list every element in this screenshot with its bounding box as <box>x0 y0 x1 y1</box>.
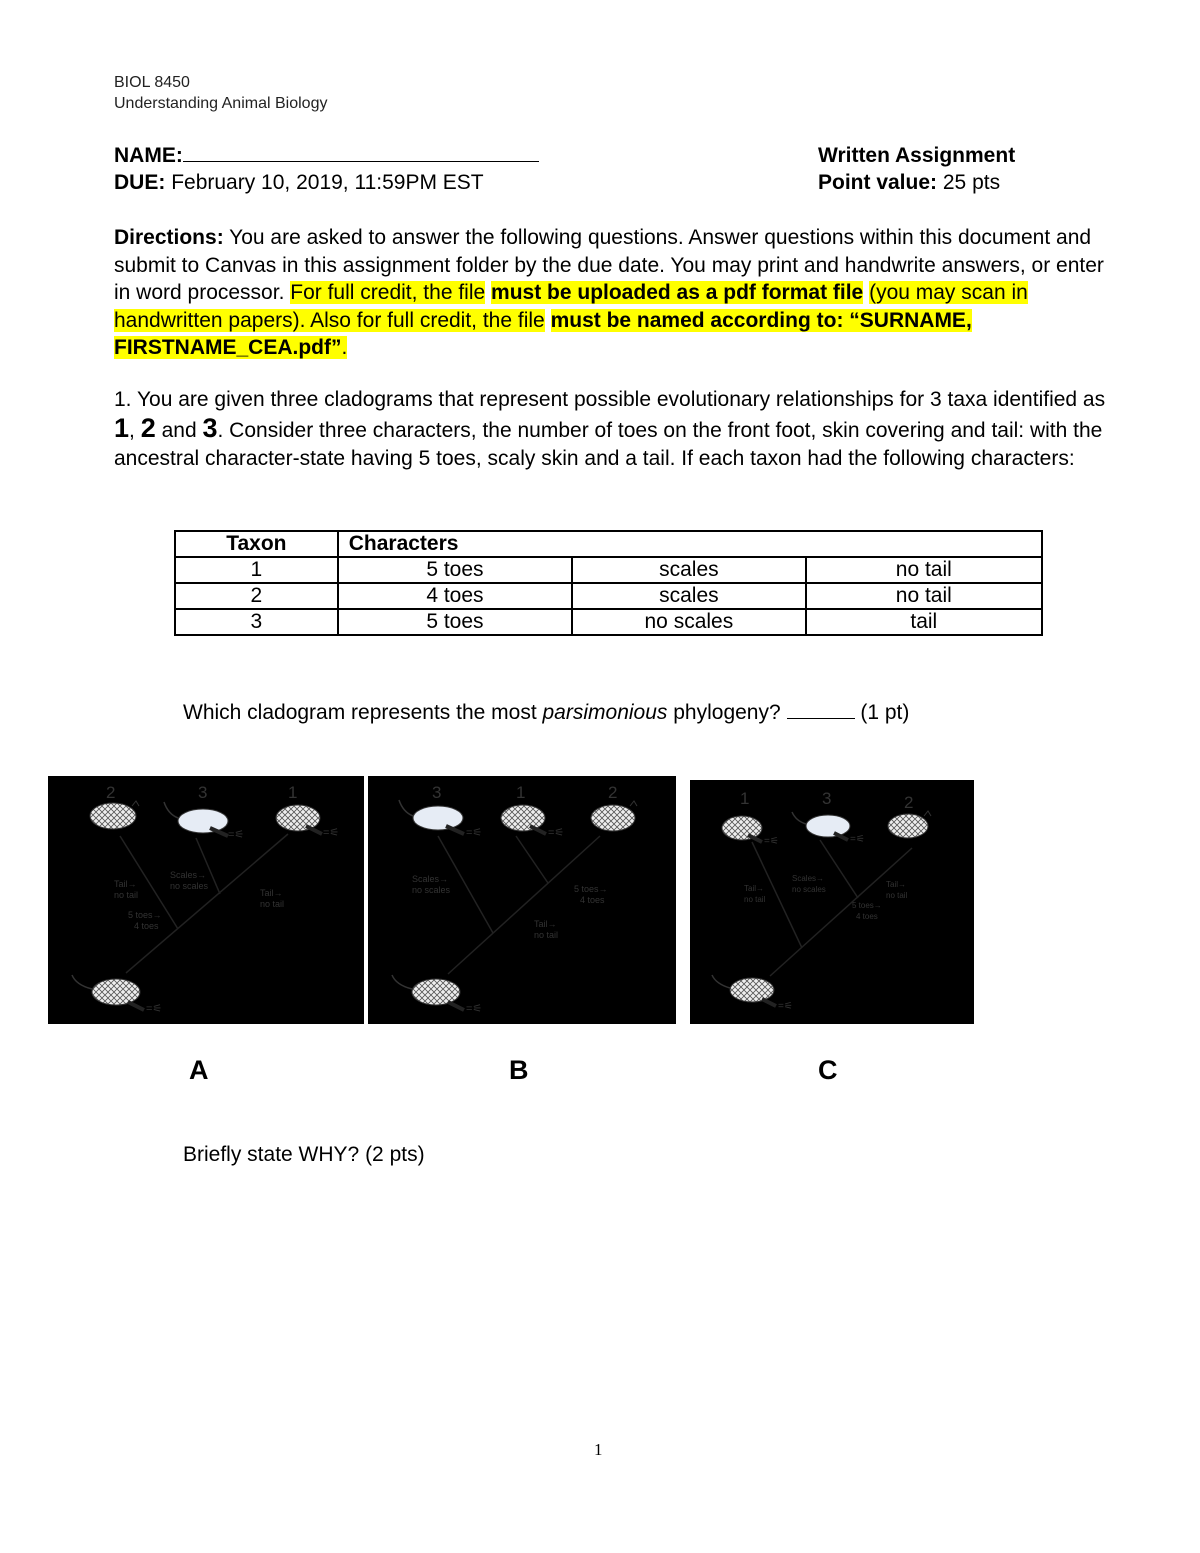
svg-text:=⚟: =⚟ <box>548 827 565 839</box>
table-cell: 4 toes <box>338 583 572 609</box>
directions-highlight-bold-1: must be uploaded as a pdf format file <box>491 281 864 304</box>
svg-text:=⚟: =⚟ <box>850 834 865 845</box>
point-label: Point value: <box>818 171 938 194</box>
svg-text:=⚟: =⚟ <box>466 1003 483 1015</box>
svg-text:=⚟: =⚟ <box>466 827 483 839</box>
course-header <box>114 72 327 114</box>
table-cell: no tail <box>806 583 1042 609</box>
why-question <box>183 1142 425 1168</box>
table-header-characters: Characters <box>338 531 1042 557</box>
directions-text: You are asked to answer the following questions. Answer questions within this document and submit to Canvas in this assignment folder by the due date. You may print and handwrite answers, or enter in word processor. <box>114 226 1104 304</box>
directions-label: Directions: <box>114 226 224 249</box>
characters-table <box>174 530 1043 636</box>
annotation-text: no tail <box>744 895 766 904</box>
annotation-text: no scales <box>792 885 826 894</box>
taxon-label: 1 <box>516 783 526 802</box>
table-cell: no scales <box>572 609 805 635</box>
question-1 <box>114 386 1114 473</box>
course-code: BIOL 8450 <box>114 74 190 91</box>
why-question-points: (2 pts) <box>365 1143 425 1166</box>
name-label: NAME: <box>114 144 183 167</box>
point-value-line <box>818 170 1000 196</box>
annotation-text: 5 toes→ <box>852 901 882 910</box>
cladogram-label-b: B <box>509 1055 529 1085</box>
cladogram-label-c: C <box>818 1055 838 1085</box>
table-cell: 5 toes <box>338 557 572 583</box>
annotation-text: 4 toes <box>580 895 605 905</box>
annotation-text: Tail→ <box>886 880 907 889</box>
question-1-intro: 1. You are given three cladograms that represent possible evolutionary relationships for 3 taxa identified as <box>114 388 1106 411</box>
due-label: DUE: <box>114 171 166 194</box>
svg-text:=⚟: =⚟ <box>323 827 340 839</box>
annotation-text: Scales→ <box>412 874 449 884</box>
directions <box>114 224 1114 362</box>
taxon-2-label: 2 <box>140 413 156 443</box>
course-title: Understanding Animal Biology <box>114 95 328 112</box>
taxon-label: 1 <box>288 783 298 802</box>
taxon-label: 2 <box>904 793 914 812</box>
cladogram-a <box>48 776 364 1024</box>
and-word: and <box>161 419 197 442</box>
annotation-text: Tail→ <box>534 919 557 929</box>
table-cell: no tail <box>806 557 1042 583</box>
why-question-text: Briefly state WHY? <box>183 1143 360 1166</box>
annotation-text: no tail <box>260 899 285 909</box>
taxon-label: 3 <box>432 783 442 802</box>
parsimony-question-emphasis: parsimonious <box>542 701 668 724</box>
due-value: February 10, 2019, 11:59PM EST <box>171 171 484 194</box>
directions-highlight-bold-2: must be named according to: “SURNAME, FIRSTNAME_CEA.pdf” <box>114 308 972 359</box>
annotation-text: 5 toes→ <box>574 884 608 894</box>
table-cell: tail <box>806 609 1042 635</box>
svg-text:=⚟: =⚟ <box>764 836 779 847</box>
taxon-label: 3 <box>822 789 832 808</box>
annotation-text: no tail <box>114 890 139 900</box>
table-header-row <box>175 531 1042 557</box>
annotation-text: Tail→ <box>114 879 137 889</box>
name-blank[interactable] <box>183 161 539 162</box>
annotation-text: no tail <box>534 930 559 940</box>
annotation-text: Tail→ <box>744 884 765 893</box>
directions-highlight-end: . <box>341 336 348 359</box>
annotation-text: Scales→ <box>792 874 825 883</box>
svg-text:=⚟: =⚟ <box>778 1001 793 1012</box>
svg-text:=⚟: =⚟ <box>146 1003 163 1015</box>
directions-highlight-1: For full credit, the file <box>290 281 486 304</box>
parsimony-question-post: phylogeny? <box>673 701 781 724</box>
parsimony-question <box>183 700 909 726</box>
taxon-3-label: 3 <box>202 413 218 443</box>
annotation-text: no scales <box>170 881 209 891</box>
taxon-label: 2 <box>608 783 618 802</box>
table-header-taxon: Taxon <box>175 531 338 557</box>
directions-highlight-2: (you may scan in handwritten papers). Also for full credit, the file <box>114 281 1028 332</box>
table-cell: scales <box>572 557 805 583</box>
annotation-text: 4 toes <box>134 921 159 931</box>
assignment-type: Written Assignment <box>818 144 1016 167</box>
parsimony-points: (1 pt) <box>860 701 910 724</box>
annotation-text: no scales <box>412 885 451 895</box>
table-row <box>175 557 1042 583</box>
table-cell: 1 <box>175 557 338 583</box>
cladogram-label-a: A <box>189 1055 209 1085</box>
taxon-label: 1 <box>740 789 750 808</box>
table-cell: scales <box>572 583 805 609</box>
annotation-text: 5 toes→ <box>128 910 162 920</box>
taxon-1-label: 1 <box>114 413 130 443</box>
table-cell: 3 <box>175 609 338 635</box>
table-row <box>175 609 1042 635</box>
comma: , <box>129 419 135 442</box>
question-1-body: . Consider three characters, the number of toes on the front foot, skin covering and tail: with the ancestral character-state having 5 toes, scaly skin and a tail. If each taxon had the following characters: <box>114 419 1103 470</box>
table-cell: 5 toes <box>338 609 572 635</box>
annotation-text: 4 toes <box>856 912 878 921</box>
taxon-label: 2 <box>106 783 116 802</box>
due-line <box>114 170 484 196</box>
answer-blank[interactable] <box>787 718 855 719</box>
annotation-text: Scales→ <box>170 870 207 880</box>
svg-text:=⚟: =⚟ <box>228 829 245 841</box>
taxon-label: 3 <box>198 783 208 802</box>
name-line <box>114 143 539 169</box>
page-number: 1 <box>594 1440 603 1459</box>
cladogram-b <box>368 776 676 1024</box>
annotation-text: Tail→ <box>260 888 283 898</box>
table-cell: 2 <box>175 583 338 609</box>
table-row <box>175 583 1042 609</box>
annotation-text: no tail <box>886 891 908 900</box>
cladogram-c <box>690 780 974 1024</box>
parsimony-question-pre: Which cladogram represents the most <box>183 701 537 724</box>
point-value: 25 pts <box>942 171 1001 194</box>
